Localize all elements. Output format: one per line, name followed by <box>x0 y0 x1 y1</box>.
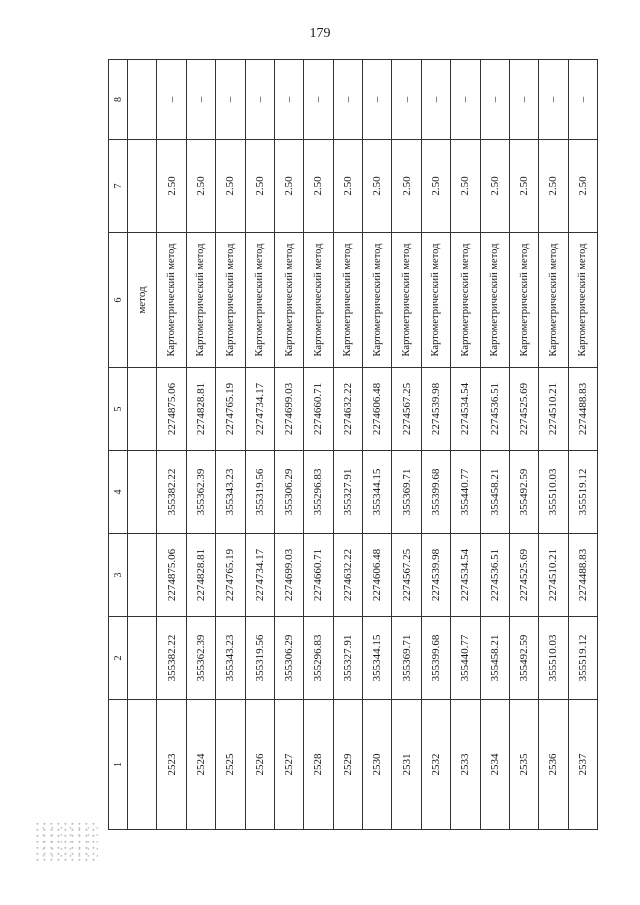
x-coordinate-cell: 355458.21 <box>480 617 509 700</box>
column-header: 7 <box>109 140 128 233</box>
y-coordinate-cell: 2274875.06 <box>157 534 186 617</box>
y-coordinate-2-cell: 2274539.98 <box>421 368 450 451</box>
y-coordinate-2-cell: 2274734.17 <box>245 368 274 451</box>
note-cell: – <box>333 60 362 140</box>
method-cell: Картометрический метод <box>304 233 333 368</box>
point-number-cell: 2524 <box>186 700 215 830</box>
method-cell: Картометрический метод <box>363 233 392 368</box>
column-header: 2 <box>109 617 128 700</box>
x-coordinate-cell: 355492.59 <box>509 617 538 700</box>
scan-noise-mark <box>36 822 98 862</box>
table-row <box>480 60 509 830</box>
x-coordinate-cell: 355306.29 <box>274 617 303 700</box>
accuracy-cell: 2.50 <box>245 140 274 233</box>
accuracy-cell: 2.50 <box>216 140 245 233</box>
x-coordinate-2-cell: 355344.15 <box>363 451 392 534</box>
x-coordinate-2-cell: 355458.21 <box>480 451 509 534</box>
table-row <box>333 60 362 830</box>
x-coordinate-cell: 355362.39 <box>186 617 215 700</box>
y-coordinate-cell: 2274567.25 <box>392 534 421 617</box>
point-number-cell: 2530 <box>363 700 392 830</box>
note-cell: – <box>392 60 421 140</box>
accuracy-cell: 2.50 <box>392 140 421 233</box>
point-number-cell: 2526 <box>245 700 274 830</box>
y-coordinate-cell: 2274734.17 <box>245 534 274 617</box>
x-coordinate-2-cell: 355362.39 <box>186 451 215 534</box>
table-row <box>451 60 480 830</box>
x-coordinate-cell: 355440.77 <box>451 617 480 700</box>
x-coordinate-cell: 355327.91 <box>333 617 362 700</box>
accuracy-cell: 2.50 <box>274 140 303 233</box>
y-coordinate-2-cell: 2274534.54 <box>451 368 480 451</box>
point-number-cell: 2535 <box>509 700 538 830</box>
method-cell: Картометрический метод <box>480 233 509 368</box>
method-cell: Картометрический метод <box>421 233 450 368</box>
note-cell: – <box>157 60 186 140</box>
table-row <box>274 60 303 830</box>
coordinates-table-container <box>108 60 598 830</box>
table-row <box>363 60 392 830</box>
table-row <box>539 60 568 830</box>
y-coordinate-cell: 2274660.71 <box>304 534 333 617</box>
accuracy-cell: 2.50 <box>186 140 215 233</box>
y-coordinate-cell: 2274534.54 <box>451 534 480 617</box>
table-row <box>392 60 421 830</box>
method-cell: Картометрический метод <box>451 233 480 368</box>
x-coordinate-2-cell: 355327.91 <box>333 451 362 534</box>
point-number-cell: 2531 <box>392 700 421 830</box>
y-coordinate-cell: 2274488.83 <box>568 534 597 617</box>
note-cell: – <box>216 60 245 140</box>
y-coordinate-2-cell: 2274828.81 <box>186 368 215 451</box>
table-row <box>568 60 597 830</box>
point-number-cell: 2532 <box>421 700 450 830</box>
table-row <box>421 60 450 830</box>
x-coordinate-2-cell: 355382.22 <box>157 451 186 534</box>
method-cell: Картометрический метод <box>568 233 597 368</box>
note-cell: – <box>480 60 509 140</box>
column-header: 8 <box>109 60 128 140</box>
accuracy-cell: 2.50 <box>480 140 509 233</box>
x-coordinate-cell: 355343.23 <box>216 617 245 700</box>
accuracy-cell: 2.50 <box>157 140 186 233</box>
x-coordinate-cell: 355369.71 <box>392 617 421 700</box>
x-coordinate-2-cell: 355510.03 <box>539 451 568 534</box>
note-cell: – <box>304 60 333 140</box>
point-number-cell: 2534 <box>480 700 509 830</box>
x-coordinate-cell: 355319.56 <box>245 617 274 700</box>
column-header: 3 <box>109 534 128 617</box>
y-coordinate-2-cell: 2274699.03 <box>274 368 303 451</box>
note-cell: – <box>568 60 597 140</box>
table-body <box>128 60 598 830</box>
y-coordinate-cell: 2274699.03 <box>274 534 303 617</box>
method-cell: Картометрический метод <box>245 233 274 368</box>
y-coordinate-cell: 2274828.81 <box>186 534 215 617</box>
point-number-cell: 2529 <box>333 700 362 830</box>
y-coordinate-2-cell: 2274567.25 <box>392 368 421 451</box>
note-cell: – <box>509 60 538 140</box>
y-coordinate-2-cell: 2274875.06 <box>157 368 186 451</box>
note-cell: – <box>421 60 450 140</box>
accuracy-cell: 2.50 <box>363 140 392 233</box>
note-cell: – <box>245 60 274 140</box>
y-coordinate-2-cell: 2274765.19 <box>216 368 245 451</box>
coordinates-table <box>108 59 598 830</box>
x-coordinate-cell: 355510.03 <box>539 617 568 700</box>
continuation-row <box>128 60 157 830</box>
x-coordinate-2-cell: 355296.83 <box>304 451 333 534</box>
y-coordinate-cell: 2274525.69 <box>509 534 538 617</box>
table-row <box>216 60 245 830</box>
column-header: 5 <box>109 368 128 451</box>
y-coordinate-cell: 2274632.22 <box>333 534 362 617</box>
x-coordinate-2-cell: 355519.12 <box>568 451 597 534</box>
accuracy-cell: 2.50 <box>539 140 568 233</box>
method-cell: Картометрический метод <box>216 233 245 368</box>
accuracy-cell: 2.50 <box>451 140 480 233</box>
table-row <box>245 60 274 830</box>
y-coordinate-cell: 2274539.98 <box>421 534 450 617</box>
method-cell: Картометрический метод <box>186 233 215 368</box>
accuracy-cell: 2.50 <box>509 140 538 233</box>
note-cell: – <box>451 60 480 140</box>
y-coordinate-cell: 2274536.51 <box>480 534 509 617</box>
y-coordinate-2-cell: 2274525.69 <box>509 368 538 451</box>
x-coordinate-cell: 355382.22 <box>157 617 186 700</box>
y-coordinate-2-cell: 2274536.51 <box>480 368 509 451</box>
point-number-cell: 2523 <box>157 700 186 830</box>
x-coordinate-2-cell: 355440.77 <box>451 451 480 534</box>
x-coordinate-2-cell: 355492.59 <box>509 451 538 534</box>
accuracy-cell: 2.50 <box>304 140 333 233</box>
y-coordinate-2-cell: 2274606.48 <box>363 368 392 451</box>
x-coordinate-2-cell: 355343.23 <box>216 451 245 534</box>
point-number-cell: 2525 <box>216 700 245 830</box>
method-cell: Картометрический метод <box>539 233 568 368</box>
y-coordinate-cell: 2274606.48 <box>363 534 392 617</box>
x-coordinate-2-cell: 355399.68 <box>421 451 450 534</box>
y-coordinate-2-cell: 2274488.83 <box>568 368 597 451</box>
accuracy-cell: 2.50 <box>568 140 597 233</box>
table-row <box>509 60 538 830</box>
y-coordinate-2-cell: 2274632.22 <box>333 368 362 451</box>
y-coordinate-2-cell: 2274660.71 <box>304 368 333 451</box>
note-cell: – <box>274 60 303 140</box>
table-row <box>157 60 186 830</box>
column-header: 1 <box>109 700 128 830</box>
note-cell: – <box>186 60 215 140</box>
method-cell: Картометрический метод <box>333 233 362 368</box>
x-coordinate-cell: 355519.12 <box>568 617 597 700</box>
y-coordinate-cell: 2274510.21 <box>539 534 568 617</box>
point-number-cell: 2533 <box>451 700 480 830</box>
method-cell: Картометрический метод <box>274 233 303 368</box>
header-row <box>109 60 128 830</box>
note-cell: – <box>363 60 392 140</box>
point-number-cell: 2528 <box>304 700 333 830</box>
column-header: 4 <box>109 451 128 534</box>
y-coordinate-cell: 2274765.19 <box>216 534 245 617</box>
point-number-cell: 2537 <box>568 700 597 830</box>
x-coordinate-cell: 355296.83 <box>304 617 333 700</box>
x-coordinate-2-cell: 355306.29 <box>274 451 303 534</box>
note-cell: – <box>539 60 568 140</box>
x-coordinate-2-cell: 355319.56 <box>245 451 274 534</box>
method-cell: Картометрический метод <box>509 233 538 368</box>
table-row <box>186 60 215 830</box>
method-cell: Картометрический метод <box>392 233 421 368</box>
x-coordinate-2-cell: 355369.71 <box>392 451 421 534</box>
y-coordinate-2-cell: 2274510.21 <box>539 368 568 451</box>
continuation-text: метод <box>128 233 157 368</box>
x-coordinate-cell: 355344.15 <box>363 617 392 700</box>
page-number: 179 <box>309 26 331 41</box>
accuracy-cell: 2.50 <box>421 140 450 233</box>
x-coordinate-cell: 355399.68 <box>421 617 450 700</box>
point-number-cell: 2527 <box>274 700 303 830</box>
table-row <box>304 60 333 830</box>
accuracy-cell: 2.50 <box>333 140 362 233</box>
point-number-cell: 2536 <box>539 700 568 830</box>
method-cell: Картометрический метод <box>157 233 186 368</box>
column-header: 6 <box>109 233 128 368</box>
